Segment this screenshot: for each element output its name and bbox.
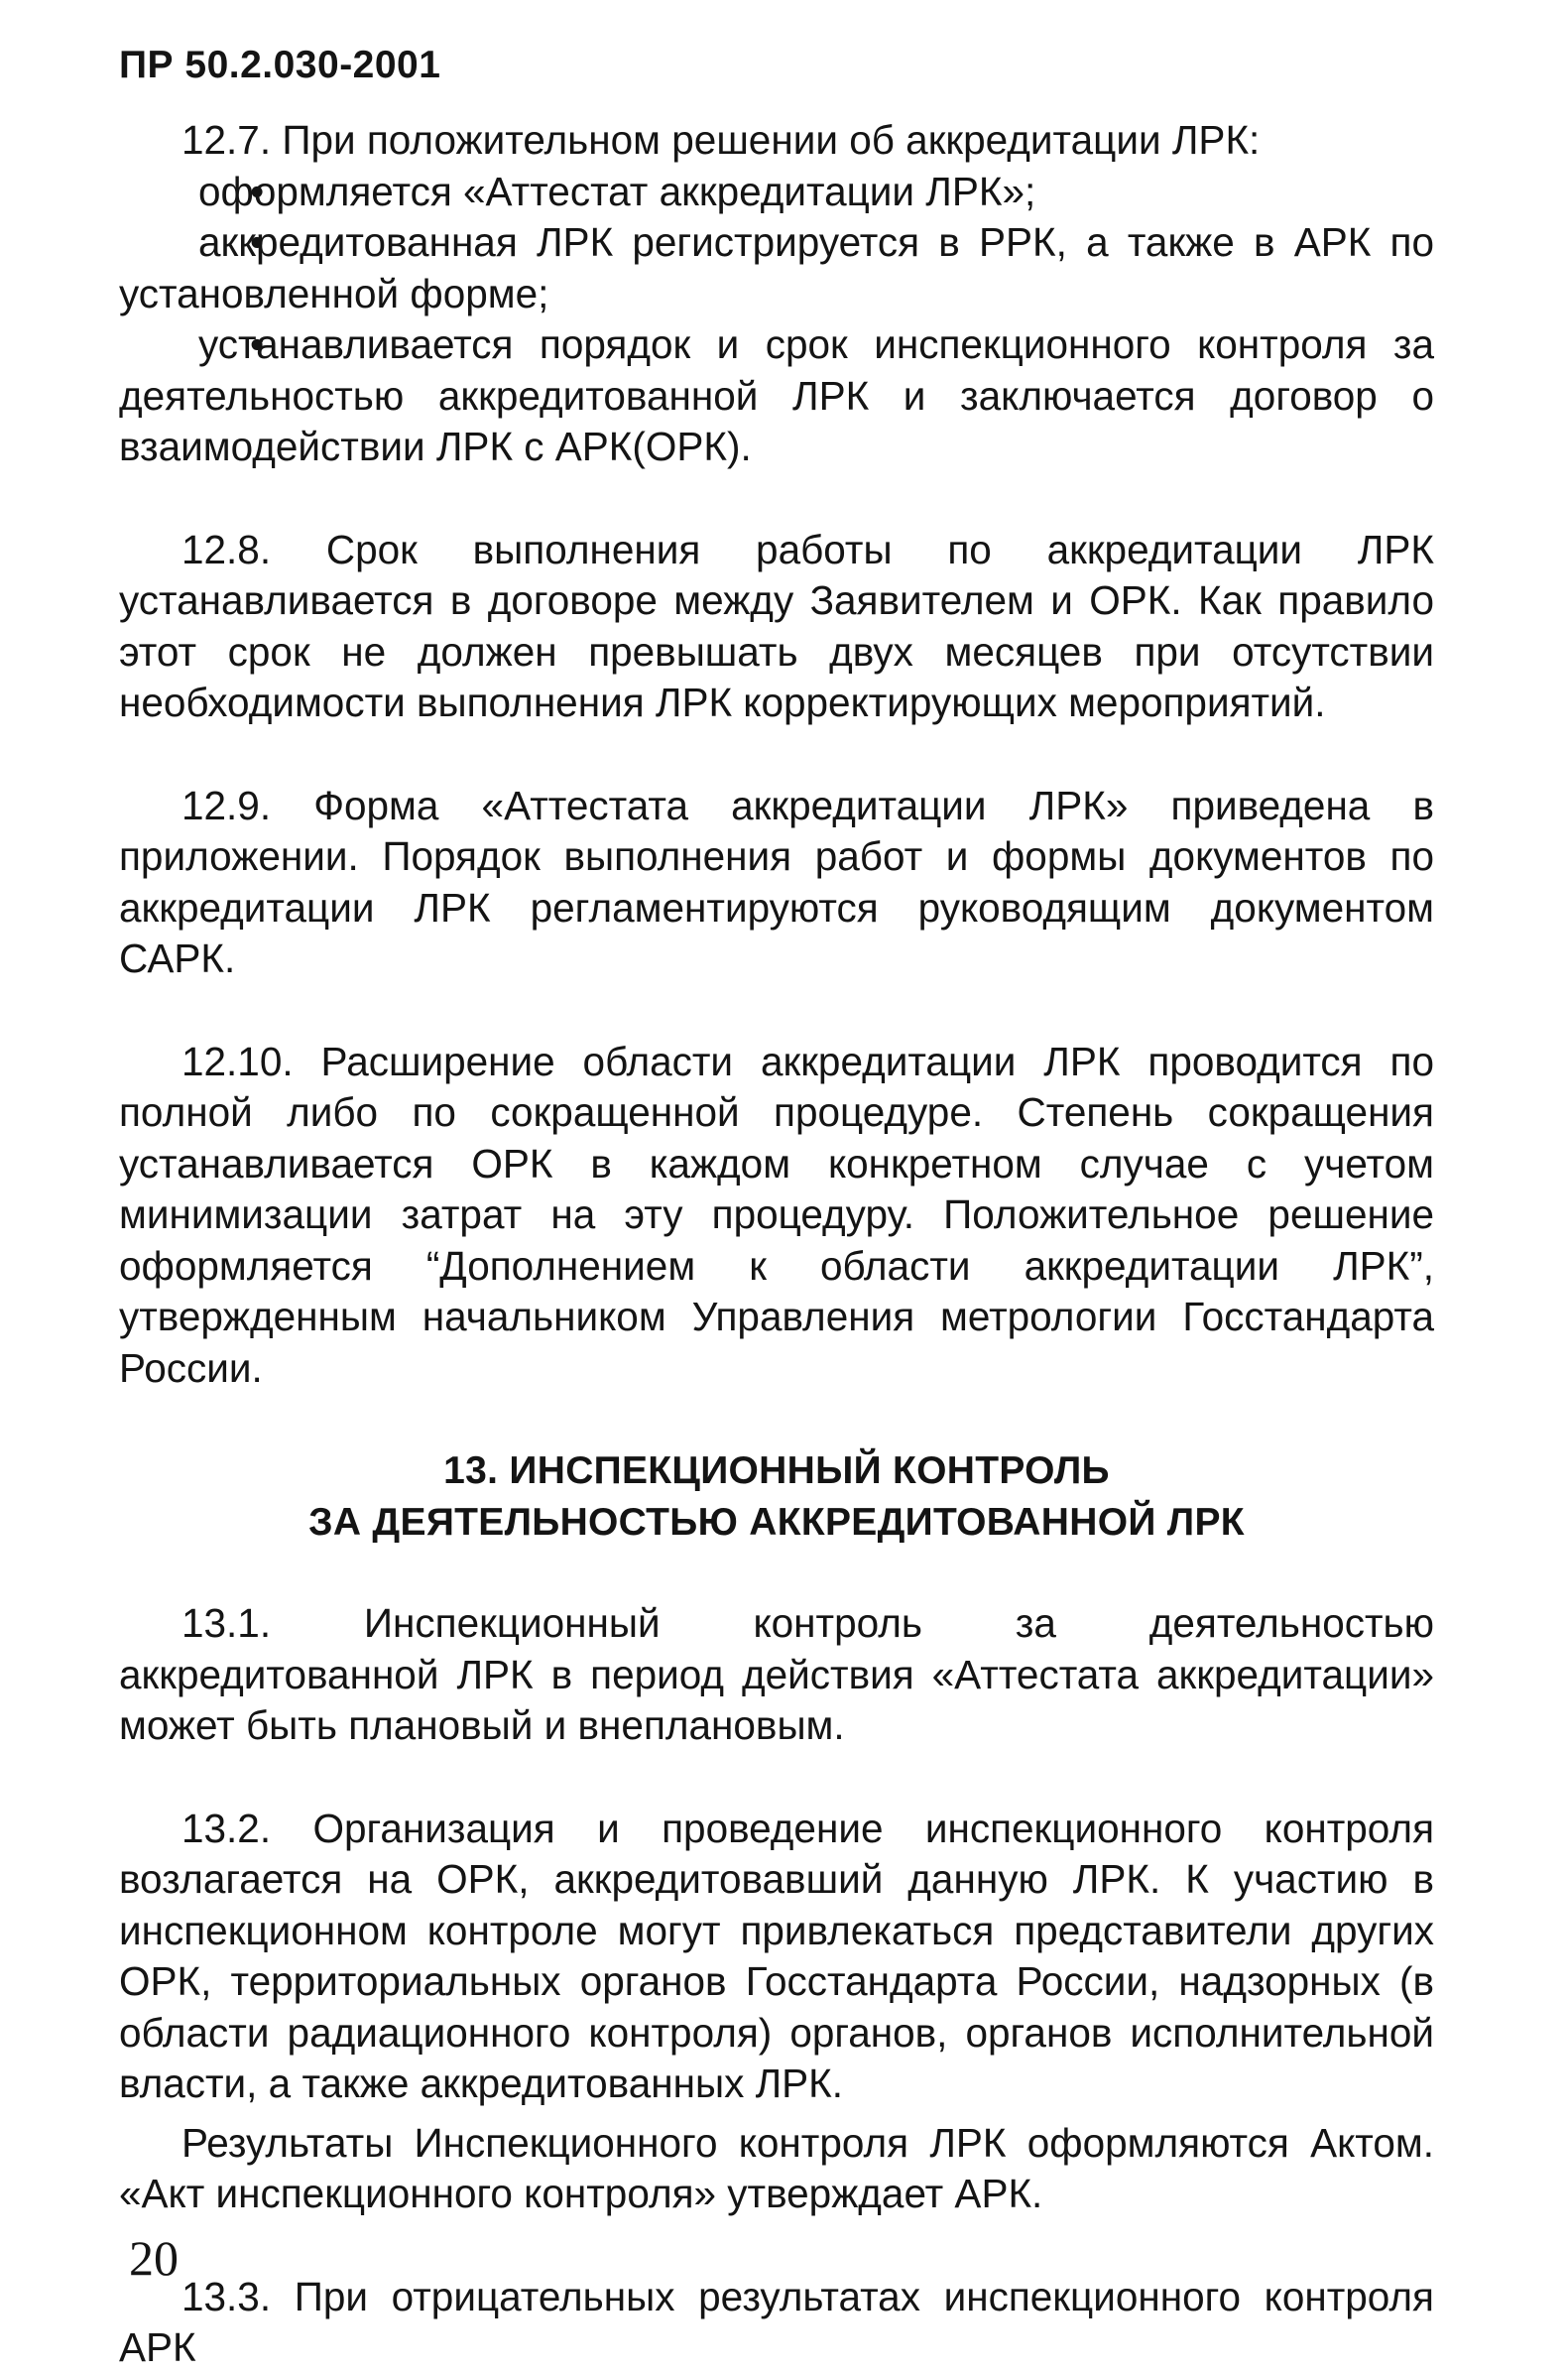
section-13-heading-line-2: ЗА ДЕЯТЕЛЬНОСТЬЮ АККРЕДИТОВАННОЙ ЛРК	[308, 1501, 1245, 1544]
bullet-item-certificate: • оформляется «Аттестат аккредитации ЛРК»;	[119, 167, 1434, 218]
paragraph-13-3: 13.3. При отрицательных результатах инспекционного контроля АРК	[119, 2273, 1434, 2370]
document-body	[119, 115, 1434, 2374]
section-13-heading-line-1: 13. ИНСПЕКЦИОННЫЙ КОНТРОЛЬ	[443, 1449, 1110, 1492]
paragraph-12-10: 12.10. Расширение области аккредитации ЛРК проводится по полной либо по сокращенной процедуре. Степень сокращения устанавливается ОРК в каждом конкретном случае с учетом минимизации затрат на эту процедуру. Положительное решение оформляется “Дополнением к области аккредитации ЛРК”, утвержденным начальником Управления метрологии Госстандарта России.	[119, 1038, 1434, 1391]
bullet-item-inspection-order: • устанавливается порядок и срок инспекционного контроля за деятельностью аккредитованной ЛРК и заключается договор о взаимодействии ЛРК с АРК(ОРК).	[119, 319, 1434, 473]
paragraph-12-8: 12.8. Срок выполнения работы по аккредитации ЛРК устанавливается в договоре между Заявителем и ОРК. Как правило этот срок не должен превышать двух месяцев при отсутствии необходимости выполнения ЛРК корректирующих мероприятий.	[119, 526, 1434, 725]
paragraph-13-1: 13.1. Инспекционный контроль за деятельностью аккредитованной ЛРК в период действия «Аттестата аккредитации» может быть плановый и внеплановым.	[119, 1600, 1434, 1748]
document-id-header: ПР 50.2.030-2001	[119, 44, 441, 86]
paragraph-13-2: 13.2. Организация и проведение инспекционного контроля возлагается на ОРК, аккредитовавший данную ЛРК. К участию в инспекционном контроле могут привлекаться представители других ОРК, территориальных органов Госстандарта России, надзорных (в области радиационного контроля) органов, органов исполнительной власти, а также аккредитованных ЛРК.	[119, 1805, 1434, 2106]
page-number: 20	[129, 2230, 179, 2286]
section-13-heading	[119, 1445, 1434, 1549]
paragraph-13-2-results: Результаты Инспекционного контроля ЛРК оформляются Актом. «Акт инспекционного контроля» утверждает АРК.	[119, 2119, 1434, 2216]
paragraph-12-7: 12.7. При положительном решении об аккредитации ЛРК:	[181, 117, 1261, 163]
bullet-item-registration: • аккредитованная ЛРК регистрируется в РРК, а также в АРК по установленной форме;	[119, 217, 1434, 319]
paragraph-12-9: 12.9. Форма «Аттестата аккредитации ЛРК» приведена в приложении. Порядок выполнения работ и формы документов по аккредитации ЛРК регламентируются руководящим документом САРК.	[119, 782, 1434, 981]
